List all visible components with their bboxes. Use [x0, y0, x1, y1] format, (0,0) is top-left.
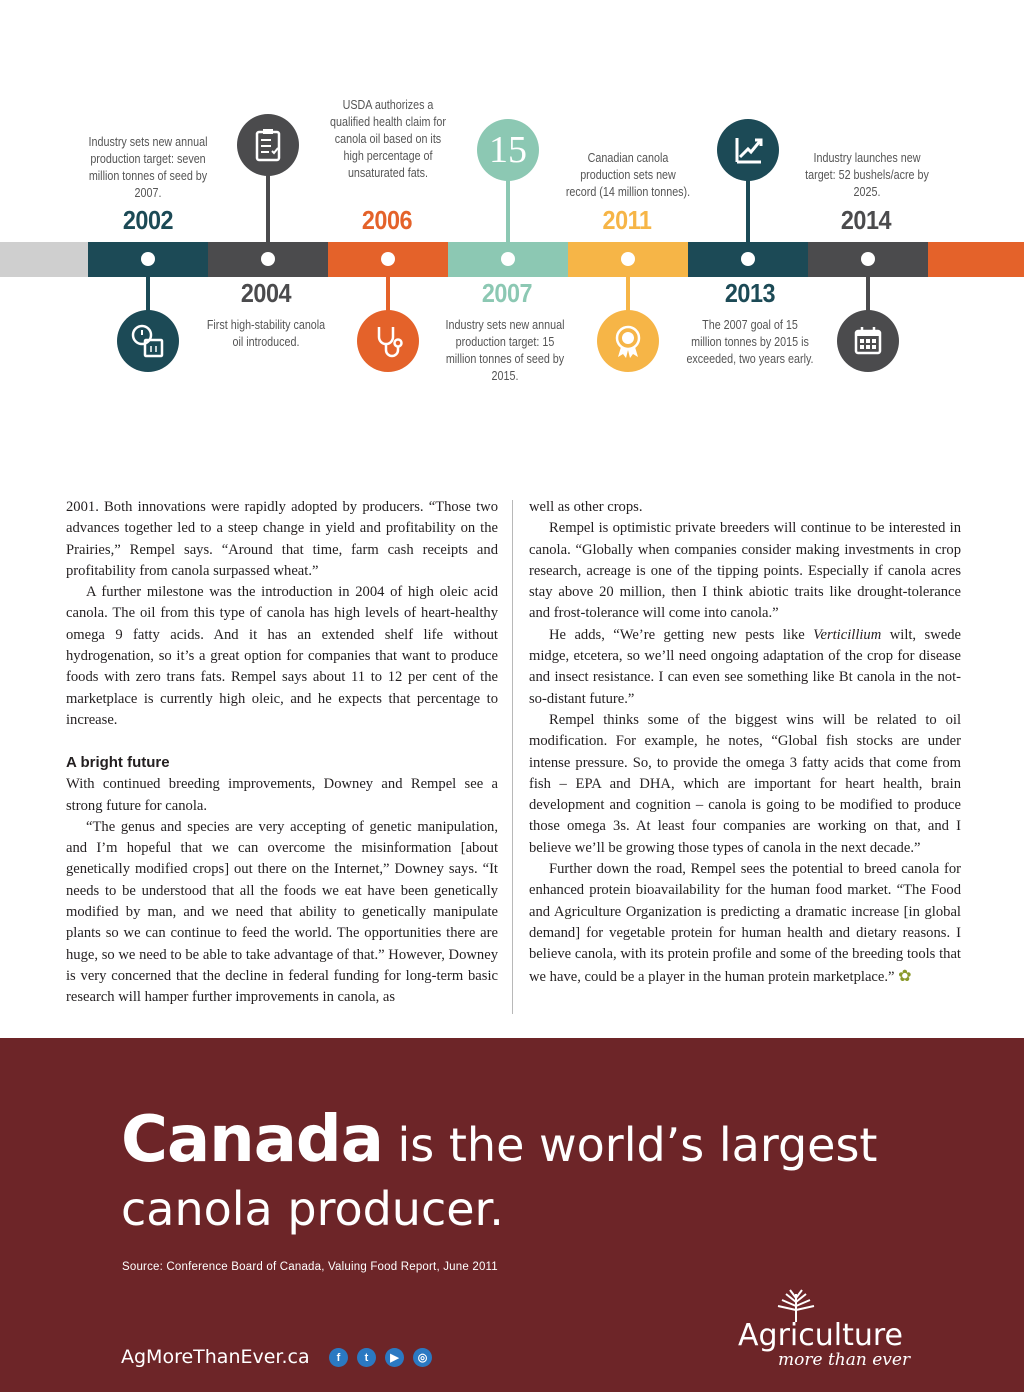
- paragraph: “The genus and species are very accepting of genetic manipulation, and I’m hopeful that we can overcome the misinformation [about genetically modified crops] out there on the Internet,” Downey says. “It needs to be understood that all the foods we eat have been genetically modified by man, and we need that ability to genetically manipulate plants so we can continue to feed the world. The opportunities there are huge, so we need to be able to take advantage of that.” However, Downey is very concerned that the decline in federal funding for long-term basic research will hamper further improvements in canola, as: [66, 818, 498, 1006]
- calendar-icon: [837, 310, 899, 372]
- paragraph: Rempel is optimistic private breeders will continue to be interested in canola. “Globally when companies consider making investments in crop research, acreage is one of the tipping points. Especially if canola acres stay above 20 million, then I think abiotic traits like drought-tolerance and frost-tolerance will come into canola.”: [529, 520, 961, 622]
- milestone-2013-year: 2013: [724, 278, 776, 308]
- stopwatch-seed-box-icon: [117, 310, 179, 372]
- milestone-2002-note: Industry sets new annual production target: seven million tonnes of seed by 2007.: [88, 135, 208, 200]
- milestone-2013-note: The 2007 goal of 15 million tonnes by 2015 is exceeded, two years early.: [686, 318, 814, 366]
- milestone-2011-year: 2011: [602, 205, 652, 235]
- timeline-dot: [501, 252, 515, 266]
- italic-term: Verticillium: [813, 626, 882, 643]
- milestone-2004-year: 2004: [240, 278, 292, 308]
- milestone-2002-year: 2002: [122, 205, 174, 235]
- logo-wordmark: Agriculture: [738, 1318, 903, 1353]
- agriculture-more-than-ever-logo: [738, 1288, 958, 1378]
- text-run: Further down the road, Rempel sees the potential to breed canola for enhanced protein bioavailability for the human food market. “The Food and Agriculture Organization is predicting a dramatic increase [in global demand] for vegetable protein for human health and dietary reasons. I believe canola, with its protein profile and some of the breeding tools that we have, could be a player in the human protein marketplace.”: [529, 861, 961, 985]
- paragraph: [529, 859, 961, 988]
- milestone-2011-note: Canadian canola production sets new record (14 million tonnes).: [565, 151, 691, 199]
- article-column-left: [66, 497, 498, 1009]
- milestone-2006-year: 2006: [361, 205, 413, 235]
- timeline-dot: [261, 252, 275, 266]
- milestone-2007-note: Industry sets new annual production target: 15 million tonnes of seed by 2015.: [445, 318, 565, 383]
- column-divider: [512, 500, 513, 1014]
- milestone-2007-year: 2007: [481, 278, 533, 308]
- text-run: He adds, “We’re getting new pests like: [549, 626, 814, 643]
- timeline-dot: [621, 252, 635, 266]
- banner-headline: [121, 1103, 921, 1241]
- twitter-icon[interactable]: t: [357, 1348, 376, 1367]
- award-ribbon-icon: [597, 310, 659, 372]
- clipboard-checklist-icon: [237, 114, 299, 176]
- ad-banner: [0, 1038, 1024, 1392]
- paragraph: 2001. Both innovations were rapidly adopted by producers. “Those two advances together led to a steep change in yield and profitability on the Prairies,” Rempel says. “Around that time, farm cash receipts and profitability from canola surpassed wheat.”: [66, 499, 498, 579]
- timeline-dot: [861, 252, 875, 266]
- rising-graph-icon: [717, 119, 779, 181]
- paragraph: Rempel thinks some of the biggest wins will be related to oil modification. For example, he notes, “Global fish stocks are under intense pressure. So, to provide the omega 3 fatty acids that come from fish – EPA and DHA, which are important for heart health, brain development and cognition – canola is going to be modified to produce those omega 3s. At least four companies are working on that, and I believe we’ll be growing those types of canola in the next decade.”: [529, 711, 961, 856]
- timeline-dot: [381, 252, 395, 266]
- headline-text: is the world’s largest: [382, 1118, 878, 1172]
- milestone-2014-year: 2014: [840, 205, 892, 235]
- timeline-dot: [741, 252, 755, 266]
- milestone-2004-note: First high-stability canola oil introduced.: [206, 318, 326, 349]
- headline-text: canola producer.: [121, 1182, 504, 1236]
- youtube-icon[interactable]: ▶: [385, 1348, 404, 1367]
- facebook-icon[interactable]: f: [329, 1348, 348, 1367]
- timeline-stem: [266, 174, 270, 244]
- paragraph: A further milestone was the introduction in 2004 of high oleic acid canola. The oil from this type of canola has high levels of heart-healthy omega 9 fatty acids. And it has an extended shelf life without hydrogenation, so it’s a great option for companies that want to produce foods with zero trans fats. Rempel says about 11 to 12 per cent of the marketplace is currently high oleic, and he expects that percentage to increase.: [66, 584, 498, 728]
- section-heading: A bright future: [66, 754, 170, 772]
- number-15-icon: [477, 119, 539, 181]
- paragraph: [529, 625, 961, 710]
- timeline-dot: [141, 252, 155, 266]
- text-run: wilt, swede midge, etcetera, so we’ll need ongoing adaptation of the crop for disease and insect resistance. I can even see something like Bt canola in the not-so-distant future.”: [529, 626, 961, 707]
- logo-tagline: more than ever: [778, 1350, 911, 1370]
- milestone-2014-note: Industry launches new target: 52 bushels/acre by 2025.: [805, 151, 929, 199]
- paragraph: well as other crops.: [529, 499, 643, 515]
- timeline-stem: [506, 178, 510, 244]
- canola-timeline: [0, 0, 1024, 470]
- paragraph: With continued breeding improvements, Downey and Rempel see a strong future for canola.: [66, 776, 498, 814]
- stethoscope-icon: [357, 310, 419, 372]
- timeline-bar-end: [928, 242, 1024, 277]
- website-link[interactable]: AgMoreThanEver.ca: [121, 1346, 310, 1368]
- instagram-icon[interactable]: ◎: [413, 1348, 432, 1367]
- article-column-right: [529, 497, 961, 988]
- number-15-label: 15: [489, 129, 527, 171]
- wheat-sprig-icon: [766, 1288, 826, 1322]
- timeline-bar-start: [0, 242, 88, 277]
- maple-leaf-icon: ✿: [898, 967, 912, 985]
- source-citation: Source: Conference Board of Canada, Valuing Food Report, June 2011: [122, 1261, 498, 1273]
- timeline-stem: [746, 178, 750, 244]
- headline-emphasis: Canada: [121, 1103, 383, 1177]
- milestone-2006-note: USDA authorizes a qualified health claim for canola oil based on its high percentage of unsaturated fats.: [330, 98, 446, 180]
